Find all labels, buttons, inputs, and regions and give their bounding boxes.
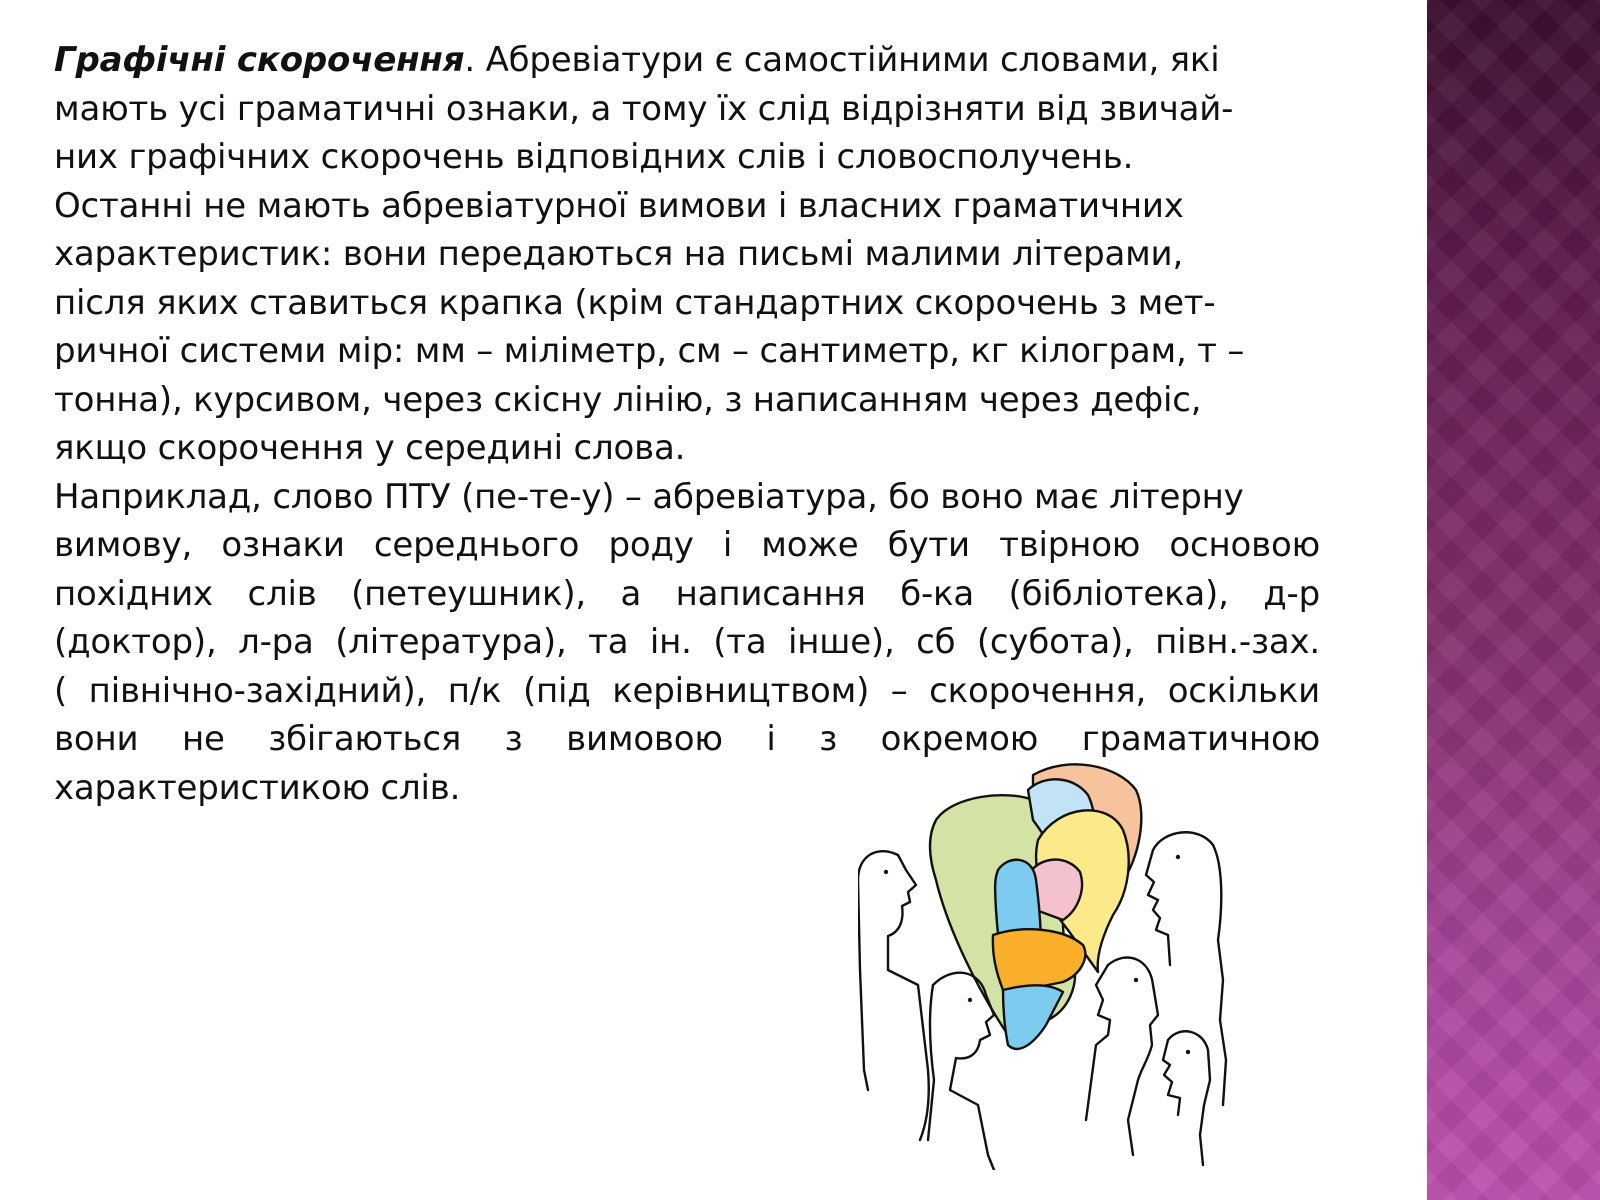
paragraph2-line-3: похідних слів (петеушник), а написання б-ка (бібліотека), д-р <box>54 573 1320 614</box>
paragraph2-line-5: ( північно-західний), п/к (під керівництвом) – скорочення, оскільки <box>54 670 1320 711</box>
paragraph1-line-6: після яких ставиться крапка (крім стандартних скорочень з мет- <box>54 282 1216 323</box>
paragraph1-line-1: Графічні скорочення. Абревіатури є самостійними словами, які <box>54 40 1220 80</box>
slide-body-text <box>54 36 1320 812</box>
illustration-svg <box>858 760 1258 1170</box>
person-left-outline <box>858 851 929 1140</box>
term-graphic-abbreviations: Графічні скорочення <box>54 40 465 80</box>
person-center-right-outline <box>1108 958 1158 1155</box>
person-right-outline <box>1153 832 1226 1105</box>
paragraph1-line-2: мають усі граматичні ознаки, а тому їх слід відрізняти від звичай- <box>54 88 1234 129</box>
paragraph1-line-8: тонна), курсивом, через скісну лінію, з написанням через дефіс, <box>54 379 1202 420</box>
paragraph2-line-6: вони не збігаються з вимовою і з окремою граматичною <box>54 719 1320 759</box>
paragraph1-line-9: якщо скорочення у середині слова. <box>54 428 686 468</box>
paragraph2-line-1: Наприклад, слово ПТУ (пе-те-у) – абревіатура, бо воно має літерну <box>54 476 1244 517</box>
paragraph2-line-4: (доктор), л-ра (література), та ін. (та інше), сб (субота), півн.-зах. <box>54 622 1320 662</box>
person-center-left-outline <box>933 973 994 1170</box>
paragraph2-line-7: характеристикою слів. <box>54 767 461 808</box>
paragraph1-line-4: Останні не мають абревіатурної вимови і власних граматичних <box>54 185 1184 226</box>
decorative-side-band <box>1427 0 1600 1200</box>
people-talking-speech-bubbles-illustration <box>858 760 1258 1170</box>
paragraph2-line-2: вимову, ознаки середнього роду і може бути твірною основою <box>54 525 1320 565</box>
paragraph1-line-5: характеристик: вони передаються на письмі малими літерами, <box>54 234 1184 274</box>
paragraph1-line-7: ричної системи мір: мм – міліметр, см – сантиметр, кг кілограм, т – <box>54 331 1245 371</box>
paragraph1-line-3: них графічних скорочень відповідних слів і словосполучень. <box>54 137 1134 177</box>
